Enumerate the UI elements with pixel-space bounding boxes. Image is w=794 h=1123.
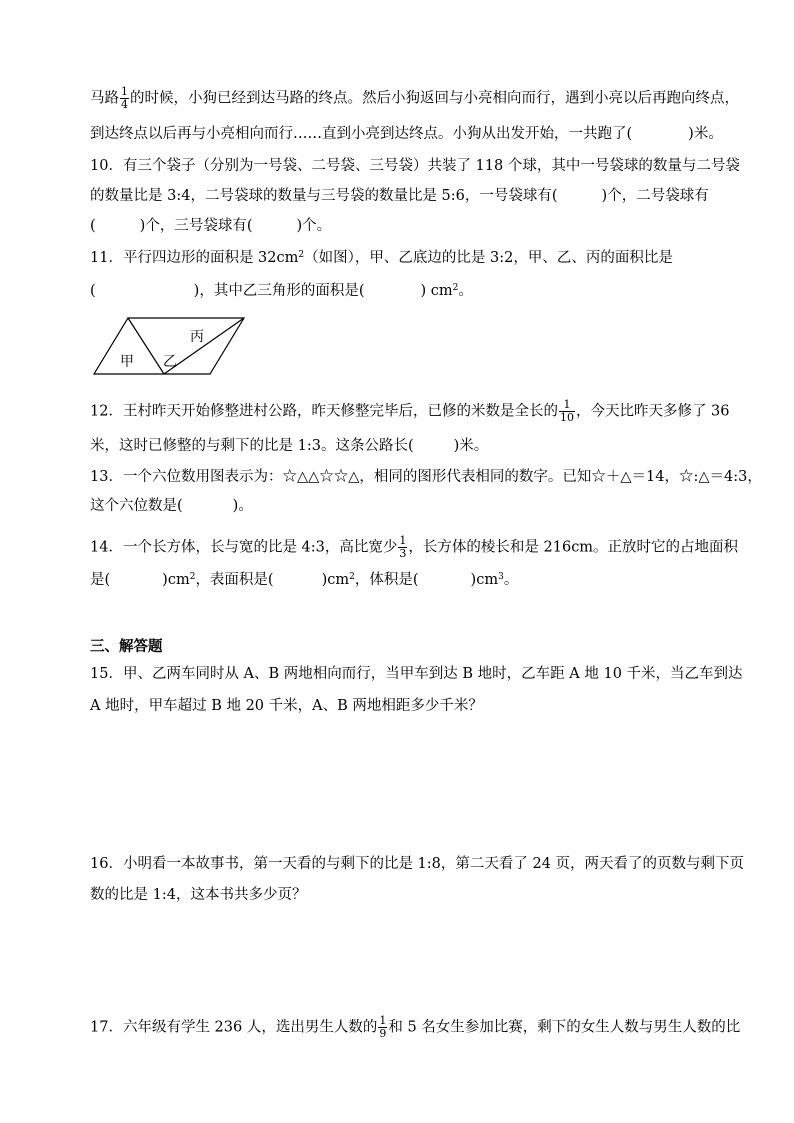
q10-line-1 xyxy=(90,156,740,176)
q11-text: 11．平行四边形的面积是 32cm xyxy=(90,250,299,266)
q15-text: 15．甲、乙两车同时从 A、B 两地相向而行，当甲车到达 B 地时，乙车距 A 地 10 千米，当乙车到达 xyxy=(90,666,743,682)
q13-line-1 xyxy=(90,467,762,487)
q14-line-2 xyxy=(90,570,518,590)
section-heading: 三、解答题 xyxy=(90,638,163,655)
fraction-1-10 xyxy=(559,399,575,424)
fraction-denominator: 10 xyxy=(559,411,574,424)
q10-text: ( xyxy=(90,218,96,234)
q15-line-1 xyxy=(90,664,743,684)
q14-text: ，体积是( xyxy=(354,572,419,588)
q10-text: 的数量比是 3:4，二号袋球的数量与三号袋的数量比是 5:6，一号袋球有( xyxy=(90,188,558,204)
q11-text: ) cm xyxy=(420,283,453,299)
superscript: 2 xyxy=(298,250,305,260)
parallelogram-figure xyxy=(90,314,250,378)
q13-line-2 xyxy=(90,496,253,516)
q16-text: 数的比是 1:4，这本书共多少页？ xyxy=(90,887,307,903)
q9-text: 马路 xyxy=(90,90,119,107)
q11-line-1 xyxy=(90,248,673,268)
q12-line-1 xyxy=(90,399,730,424)
region-label-bing: 丙 xyxy=(190,329,204,345)
q16-line-2 xyxy=(90,885,306,905)
q13-text: 13．一个六位数用图表示为：☆△△☆☆△，相同的图形代表相同的数字。已知☆＋△＝14，☆:△＝4:3， xyxy=(90,469,762,485)
fraction-numerator: 1 xyxy=(121,85,128,98)
q16-line-1 xyxy=(90,854,744,874)
q13-text: )。 xyxy=(232,498,253,514)
q9-text: 到达终点以后再与小亮相向而行……直到小亮到达终点。小狗从出发开始，一共跑了( xyxy=(90,126,633,142)
q9-text: )米。 xyxy=(688,126,723,142)
superscript: 3 xyxy=(498,572,504,582)
fraction-1-3 xyxy=(398,535,407,560)
q14-line-1 xyxy=(90,535,738,560)
q16-text: 16．小明看一本故事书，第一天看的与剩下的比是 1:8，第二天看了 24 页，两天看了的页数与剩下页 xyxy=(90,856,745,872)
fraction-denominator: 3 xyxy=(399,547,407,560)
fraction-numerator: 1 xyxy=(559,399,575,412)
superscript: 2 xyxy=(349,572,355,582)
q12-text: 米，这时已修整的与剩下的比是 1:3。这条公路长( xyxy=(90,438,414,454)
q17-text: 和 5 名女生参加比赛，剩下的女生人数与男生人数的比 xyxy=(388,1019,741,1036)
superscript: 2 xyxy=(189,572,196,582)
q11-text: 。 xyxy=(458,283,473,299)
q11-text: ( xyxy=(90,283,96,299)
q14-text: ，长方体的棱长和是 216cm。正放时它的占地面积 xyxy=(408,539,739,556)
q9-line-2 xyxy=(90,124,723,144)
region-label-jia: 甲 xyxy=(120,354,134,370)
region-label-yi: 乙 xyxy=(163,354,177,370)
q11-text: （如图），甲、乙底边的比是 3:2，甲、乙、丙的面积比是 xyxy=(304,250,673,266)
q9-text: 的时候，小狗已经到达马路的终点。然后小狗返回与小亮相向而行，遇到小亮以后再跑向终点， xyxy=(130,90,739,107)
q10-text: 10．有三个袋子（分别为一号袋、二号袋、三号袋）共装了 118 个球，其中一号袋球的数量与二号袋 xyxy=(90,158,740,174)
q14-text: ，表面积是( xyxy=(195,572,274,588)
q11-text: )，其中乙三角形的面积是( xyxy=(193,283,365,299)
q17-text: 17．六年级有学生 236 人，选出男生人数的 xyxy=(90,1019,378,1036)
q12-text: ，今天比昨天多修了 36 xyxy=(575,403,730,420)
q15-text: A 地时，甲车超过 B 地 20 千米，A、B 两地相距多少千米？ xyxy=(90,698,483,714)
q10-text: )个。 xyxy=(296,218,332,234)
q9-line-1 xyxy=(90,86,739,111)
fraction-denominator: 9 xyxy=(379,1027,387,1040)
q14-text: )cm xyxy=(162,572,190,588)
q10-line-2 xyxy=(90,186,709,206)
q12-text: )米。 xyxy=(453,438,489,454)
fraction-denominator: 4 xyxy=(121,98,128,111)
q14-text: 14．一个长方体，长与宽的比是 4:3，高比宽少 xyxy=(90,539,398,556)
superscript: 2 xyxy=(452,283,459,293)
q12-text: 12．王村昨天开始修整进村公路，昨天修整完毕后，已修的米数是全长的 xyxy=(90,403,558,420)
q11-line-2 xyxy=(90,281,473,301)
q14-text: 。 xyxy=(503,572,519,588)
q13-text: 这个六位数是( xyxy=(90,498,183,514)
fraction-1-9 xyxy=(378,1015,387,1040)
q10-text: )个，二号袋球有 xyxy=(601,188,709,204)
q14-text: )cm xyxy=(321,572,350,588)
q10-text: )个，三号袋球有( xyxy=(139,218,253,234)
fraction-numerator: 1 xyxy=(399,534,407,547)
fraction-1-4 xyxy=(120,86,129,111)
q14-text: )cm xyxy=(470,572,499,588)
q14-text: 是( xyxy=(90,572,111,588)
q17-line-1 xyxy=(90,1015,740,1040)
fraction-numerator: 1 xyxy=(379,1014,387,1027)
q15-line-2 xyxy=(90,696,483,716)
q10-line-3 xyxy=(90,216,331,236)
q12-line-2 xyxy=(90,436,488,456)
